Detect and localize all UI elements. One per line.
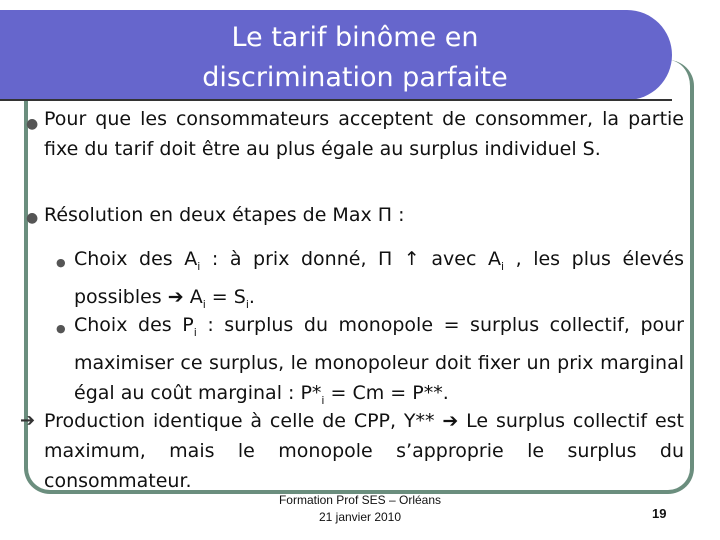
slide-title (120, 18, 590, 98)
sub-bullet-2: Choix des $P_i$ : surplus du monopole = surplus collectif, pour maximiser ce surplus, le monopoleur doit fixer un prix marginal égal au coût marginal : $P*_i = Cm = P**$. (74, 314, 684, 407)
bullet-icon: ● (56, 256, 66, 269)
arrow-right-icon: ➔ (20, 410, 36, 431)
bullet-icon: ● (26, 210, 39, 226)
bullet-item-1: Pour que les consommateurs acceptent de consommer, la partie fixe du tarif doit être au plus égale au surplus individuel S. (44, 108, 684, 160)
bullet-item-2: Résolution en deux étapes de Max Π : (44, 204, 405, 226)
footer-line-1: Formation Prof SES – Orléans (278, 493, 442, 507)
bullet-icon: ● (56, 322, 66, 335)
bullet-icon: ● (26, 116, 39, 132)
footer-line-2: 21 janvier 2010 (318, 510, 402, 524)
title-underline (0, 99, 672, 101)
footer (250, 492, 470, 526)
conclusion-item: Production identique à celle de CPP, Y** ➔ Le surplus collectif est maximum, mais le monopole s’approprie le surplus du consommateur. (44, 410, 684, 492)
title-line-2: discrimination parfaite (202, 62, 508, 93)
title-line-1: Le tarif binôme en (231, 22, 479, 53)
page-number: 19 (652, 506, 667, 521)
sub-bullet-1: Choix des $A_i$ : à prix donné, Π ↑ avec $A_i$ , les plus élevés possibles ➔ $A_i = S_i$. (74, 248, 684, 311)
